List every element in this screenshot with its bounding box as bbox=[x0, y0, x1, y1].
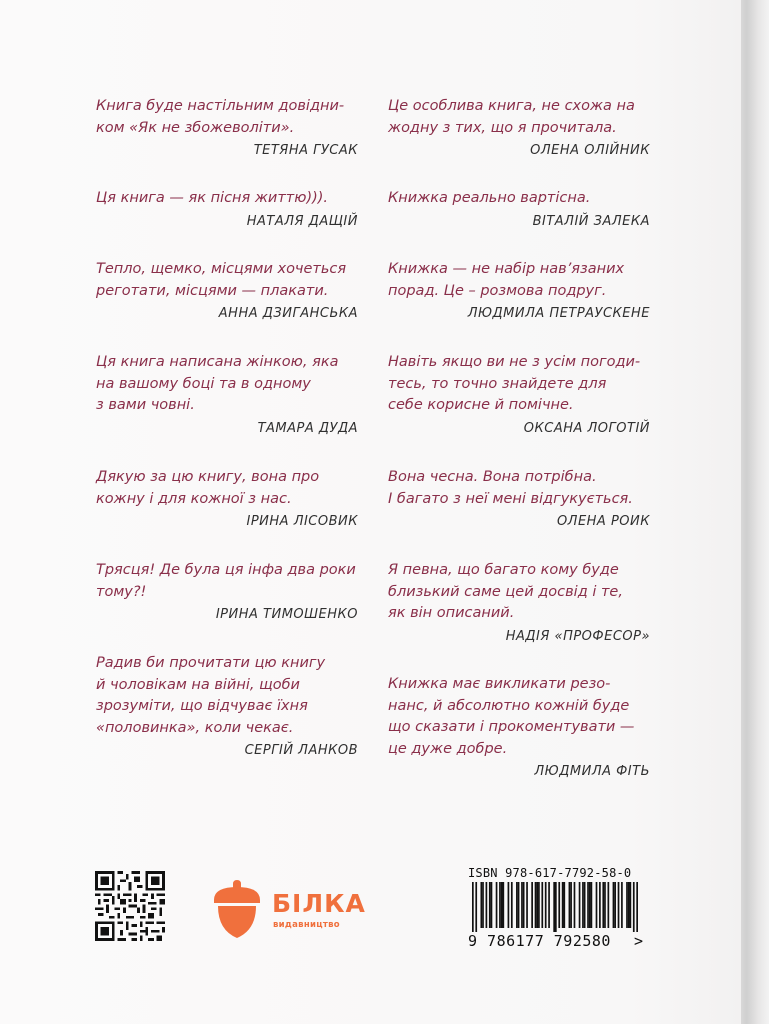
barcode-bar bbox=[613, 882, 615, 928]
quote-author: ЛЮДМИЛА ПЕТРАУСКЕНЕ bbox=[467, 306, 650, 321]
barcode-bar bbox=[491, 882, 493, 928]
barcode-bar bbox=[596, 882, 598, 928]
barcode-bar bbox=[516, 882, 518, 928]
barcode-bar bbox=[562, 882, 564, 928]
barcode-bar bbox=[501, 882, 503, 928]
quote-author: ІРИНА ТИМОШЕНКО bbox=[215, 607, 358, 622]
barcode-bar bbox=[518, 882, 520, 928]
isbn-label: ISBN 978-617-7792-58-0 bbox=[468, 866, 632, 880]
barcode-bar bbox=[633, 882, 635, 932]
barcode-bar bbox=[569, 882, 571, 928]
barcode-bar bbox=[535, 882, 537, 928]
quote-text: Я певна, що багато кому буде близький саме цей досвід і те, як він описаний. bbox=[388, 562, 623, 621]
barcode-bar bbox=[604, 882, 606, 928]
barcode-bar bbox=[618, 882, 620, 928]
quote-author: ТАМАРА ДУДА bbox=[257, 420, 358, 436]
barcode-bar bbox=[502, 882, 504, 928]
barcode-bar bbox=[599, 882, 601, 928]
barcode-bar bbox=[496, 882, 498, 928]
barcode-bar bbox=[608, 882, 610, 928]
quote-left-4 bbox=[96, 352, 358, 436]
quote-left-5 bbox=[96, 467, 358, 529]
barcode-bar bbox=[626, 882, 628, 928]
barcode-bar bbox=[538, 882, 540, 928]
barcode-bar bbox=[482, 882, 484, 928]
publisher-subtitle: видавництво bbox=[273, 920, 340, 930]
quote-left-3 bbox=[96, 259, 358, 321]
barcode-bar bbox=[574, 882, 576, 928]
quote-text: Трясця! Де була ця інфа два роки тому?! bbox=[96, 562, 356, 600]
quote-right-6 bbox=[388, 560, 650, 644]
quote-left-1 bbox=[96, 96, 358, 158]
barcode-bar bbox=[636, 882, 638, 932]
barcode-bar bbox=[511, 882, 513, 928]
publisher-logo bbox=[208, 878, 366, 940]
barcode-bar bbox=[587, 882, 589, 928]
barcode-bar bbox=[589, 882, 591, 928]
qr-code bbox=[95, 871, 165, 941]
quote-right-2 bbox=[388, 188, 650, 229]
barcode-bar bbox=[536, 882, 538, 928]
barcode-bar bbox=[584, 882, 586, 928]
quote-right-1 bbox=[388, 96, 650, 158]
book-spine-shadow bbox=[741, 0, 769, 1024]
quote-text: Тепло, щемко, місцями хочеться реготати, місцями — плакати. bbox=[96, 261, 347, 299]
quote-text: Ця книга написана жінкою, яка на вашому боці та в одному з вами човні. bbox=[96, 354, 339, 413]
acorn-icon bbox=[208, 878, 268, 940]
barcode bbox=[472, 882, 638, 932]
barcode-bar bbox=[475, 882, 477, 932]
barcode-bar bbox=[545, 882, 547, 928]
quote-right-5 bbox=[388, 467, 650, 529]
quote-author: НАТАЛЯ ДАЩІЙ bbox=[246, 213, 358, 229]
barcode-bar bbox=[563, 882, 565, 928]
quote-author: ІРИНА ЛІСОВИК bbox=[246, 514, 358, 529]
quote-right-7 bbox=[388, 674, 650, 779]
barcode-bar bbox=[489, 882, 491, 928]
quote-author: ОЛЕНА ОЛІЙНИК bbox=[530, 143, 650, 158]
barcode-bar bbox=[548, 882, 550, 928]
barcode-bar bbox=[480, 882, 482, 928]
quote-author: ОКСАНА ЛОГОТІЙ bbox=[523, 420, 650, 436]
quote-author: ЛЮДМИЛА ФІТЬ bbox=[534, 764, 650, 779]
quote-author: ВІТАЛІЙ ЗАЛЕКА bbox=[532, 213, 650, 229]
barcode-bar bbox=[553, 882, 555, 932]
barcode-bar bbox=[486, 882, 488, 928]
barcode-bar bbox=[531, 882, 533, 928]
quote-author: ТЕТЯНА ГУСАК bbox=[253, 143, 358, 158]
quote-author: ОЛЕНА РОИК bbox=[556, 514, 650, 529]
barcode-bar bbox=[614, 882, 616, 928]
barcode-bar bbox=[630, 882, 632, 928]
barcode-bar bbox=[591, 882, 593, 928]
barcode-bar bbox=[526, 882, 528, 928]
quote-right-3 bbox=[388, 259, 650, 321]
quote-right-4 bbox=[388, 352, 650, 436]
barcode-bar bbox=[621, 882, 623, 928]
quote-text: Книжка має викликати резо- нанс, й абсолютно кожній буде що сказати і прокоментувати — це дуже добре. bbox=[388, 676, 635, 757]
quote-left-6 bbox=[96, 560, 358, 622]
quote-left-2 bbox=[96, 188, 358, 229]
quote-text: Радив би прочитати цю книгу й чоловікам на війні, щоби зрозуміти, що відчуває їхня «половинка», коли чекає. bbox=[96, 655, 326, 736]
barcode-bar bbox=[582, 882, 584, 928]
barcode-bar bbox=[570, 882, 572, 928]
quote-text: Ця книга — як пісня життю))). bbox=[96, 190, 329, 206]
quote-text: Навіть якщо ви не з усім погоди- тесь, то точно знайдете для себе корисне й помічне. bbox=[388, 354, 641, 413]
quote-author: СЕРГІЙ ЛАНКОВ bbox=[244, 743, 358, 758]
barcode-bar bbox=[472, 882, 474, 932]
barcode-bar bbox=[602, 882, 604, 928]
barcode-bar bbox=[508, 882, 510, 928]
isbn-digits: 9 786177 792580 bbox=[468, 932, 611, 950]
barcode-bar bbox=[555, 882, 557, 932]
barcode-bar bbox=[628, 882, 630, 928]
quote-author: АННА ДЗИГАНСЬКА bbox=[218, 306, 358, 321]
barcode-bar bbox=[523, 882, 525, 928]
quote-text: Книжка — не набір нав’язаних порад. Це – розмова подруг. bbox=[388, 261, 625, 299]
quote-text: Дякую за цю книгу, вона про кожну і для кожної з нас. bbox=[96, 469, 320, 507]
publisher-name: БІЛКА bbox=[272, 889, 366, 918]
barcode-bar bbox=[541, 882, 543, 928]
barcode-bar bbox=[521, 882, 523, 928]
quote-text: Це особлива книга, не схожа на жодну з тих, що я прочитала. bbox=[388, 98, 635, 136]
quote-author: НАДІЯ «ПРОФЕСОР» bbox=[505, 628, 650, 644]
barcode-bar bbox=[499, 882, 501, 928]
quote-text: Вона чесна. Вона потрібна. І багато з неї мені відгукується. bbox=[388, 469, 633, 507]
quote-text: Книга буде настільним довідни- ком «Як не збожеволіти». bbox=[96, 98, 345, 136]
barcode-bar bbox=[558, 882, 560, 928]
barcode-bar bbox=[579, 882, 581, 928]
isbn-barcode bbox=[468, 866, 648, 952]
isbn-arrow: > bbox=[634, 932, 644, 950]
quote-left-7 bbox=[96, 653, 358, 758]
quote-text: Книжка реально вартісна. bbox=[388, 190, 591, 206]
